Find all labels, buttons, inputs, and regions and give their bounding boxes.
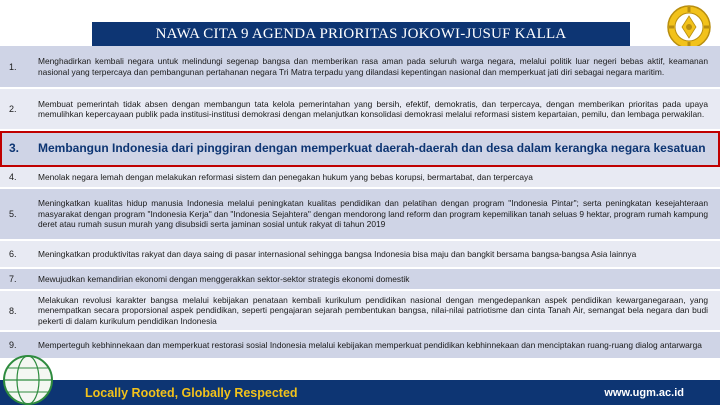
- item-number: 7.: [9, 274, 17, 284]
- item-text: Membuat pemerintah tidak absen dengan membangun tata kelola pemerintahan yang bersih, efektif, demokratis, dan terpercaya, dengan memberikan prioritas pada upaya memulihkan kepercayaan publik pada institusi-institusi demokrasi dengan melanjutkan konsolidasi demokrasi melalui reformasi sistem kepartaian, pemilu, dan lembaga perwakilan.: [38, 98, 708, 119]
- list-item: [0, 46, 720, 89]
- item-text: Membangun Indonesia dari pinggiran dengan memperkuat daerah-daerah dan desa dalam kerangka negara kesatuan: [38, 140, 706, 155]
- footer-bar: [0, 380, 720, 405]
- list-item: [0, 189, 720, 241]
- agenda-list: [0, 46, 720, 360]
- item-number: 3.: [9, 141, 20, 155]
- list-item: [0, 167, 720, 189]
- footer-slogan: Locally Rooted, Globally Respected: [85, 385, 298, 400]
- item-text: Menghadirkan kembali negara untuk melindungi segenap bangsa dan memberikan rasa aman pada seluruh warga negara, melalui politik luar negeri bebas aktif, keamanan nasional yang terpercaya dan pembangunan pertahanan negara Tri Matra terpadu yang dilandasi kepentingan nasional dan memperkuat jati diri sebagai negara maritim.: [38, 56, 708, 77]
- item-text: Meningkatkan produktivitas rakyat dan daya saing di pasar internasional sehingga bangsa Indonesia bisa maju dan bangkit bersama bangsa-bangsa Asia lainnya: [38, 248, 637, 259]
- item-number: 8.: [9, 305, 17, 316]
- globe-badge-icon: [0, 348, 60, 405]
- item-number: 1.: [9, 61, 17, 72]
- footer-url: www.ugm.ac.id: [604, 386, 684, 399]
- item-text: Mewujudkan kemandirian ekonomi dengan menggerakkan sektor-sektor strategis ekonomi domestik: [38, 273, 410, 284]
- list-item-highlighted: [0, 131, 720, 167]
- title-bar: [92, 22, 630, 46]
- item-text: Menolak negara lemah dengan melakukan reformasi sistem dan penegakan hukum yang bebas korupsi, bermartabat, dan terpercaya: [38, 171, 533, 182]
- item-text: Melakukan revolusi karakter bangsa melalui kebijakan penataan kembali kurikulum pendidikan nasional dengan mengedepankan aspek pendidikan kewarganegaraan, yang menempatkan secara proporsional aspek pendidikan, seperti pengajaran sejarah pembentukan bangsa, nilai-nilai patriotisme dan cinta Tanah Air, semangat bela negara dan budi pekerti di dalam kurikulum pendidikan Indonesia: [38, 294, 708, 326]
- list-item: [0, 332, 720, 360]
- item-text: Meningkatkan kualitas hidup manusia Indonesia melalui peningkatan kualitas pendidikan dan pelatihan dengan program "Indonesia Pintar"; serta peningkatan kesejahteraan masyarakat dengan program "Indonesia Kerja" dan "Indonesia Sejahtera" dengan mendorong land reform dan program kepemilikan tanah seluas 9 hektar, program rumah kampung deret atau rumah susun murah yang disubsidi serta jaminan sosial untuk rakyat di tahun 2019: [38, 198, 708, 230]
- list-item: [0, 269, 720, 291]
- item-number: 5.: [9, 209, 17, 219]
- list-item: [0, 89, 720, 131]
- item-number: 9.: [9, 340, 17, 350]
- ugm-seal-icon: [666, 4, 712, 50]
- list-item: [0, 291, 720, 332]
- item-number: 2.: [9, 104, 17, 114]
- item-text: Memperteguh kebhinnekaan dan memperkuat restorasi sosial Indonesia melalui kebijakan memperkuat pendidikan kebhinnekaan dan menciptakan ruang-ruang dialog antarwarga: [38, 339, 702, 350]
- item-number: 6.: [9, 249, 17, 259]
- page-title: NAWA CITA 9 AGENDA PRIORITAS JOKOWI-JUSUF KALLA: [155, 25, 567, 42]
- list-item: [0, 241, 720, 269]
- item-number: 4.: [9, 172, 17, 182]
